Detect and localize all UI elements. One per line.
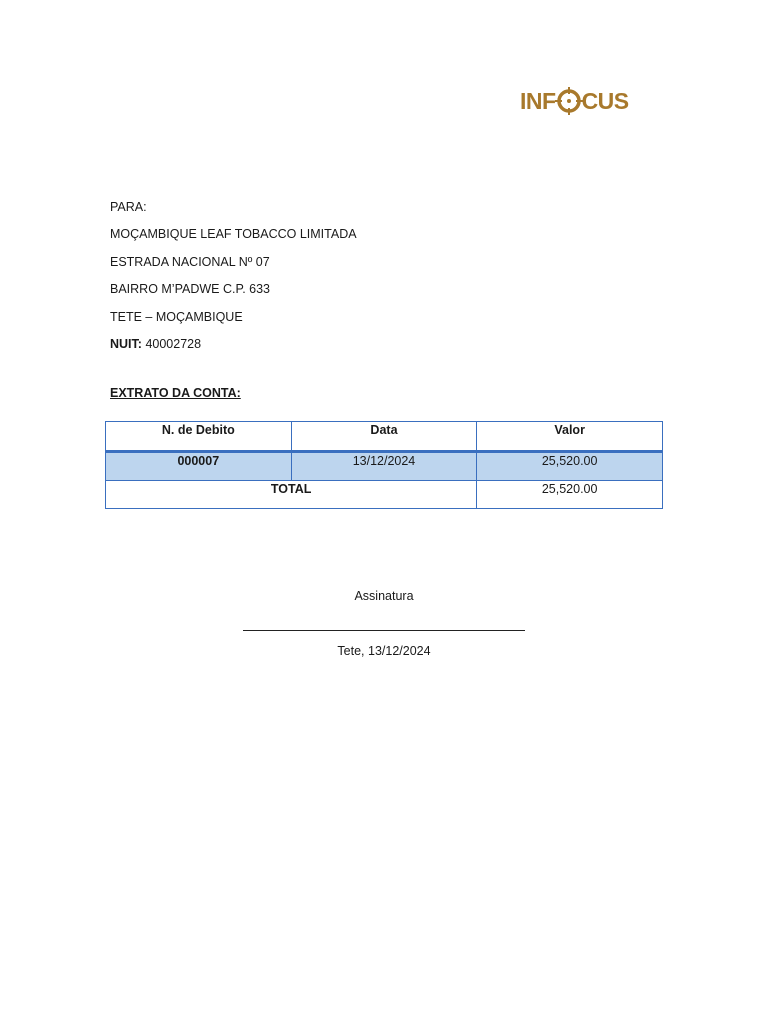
cell-date: 13/12/2024 (291, 452, 477, 481)
table-total-row (106, 481, 663, 509)
total-value: 25,520.00 (477, 481, 663, 509)
recipient-label: PARA: (110, 200, 147, 214)
signature-label: Assinatura (354, 589, 414, 603)
logo-wordmark (520, 86, 629, 116)
crosshair-o-icon (555, 86, 583, 116)
recipient-address (110, 194, 357, 358)
statement-title: EXTRATO DA CONTA: (110, 386, 241, 400)
recipient-company: MOÇAMBIQUE LEAF TOBACCO LIMITADA (110, 227, 357, 242)
place-date: Tete, 13/12/2024 (337, 644, 431, 658)
recipient-district: BAIRRO M’PADWE C.P. 633 (110, 282, 270, 297)
cell-value: 25,520.00 (477, 452, 663, 481)
statement-table (105, 421, 663, 509)
recipient-city: TETE – MOÇAMBIQUE (110, 309, 243, 324)
recipient-street: ESTRADA NACIONAL Nº 07 (110, 254, 270, 269)
logo-text-left: INF (520, 87, 556, 114)
table-row (106, 452, 663, 481)
header-date: Data (291, 422, 477, 452)
cell-debit-no: 000007 (106, 452, 292, 481)
nuit-value: 40002728 (145, 337, 202, 352)
nuit-label: NUIT: (110, 337, 142, 352)
company-logo (520, 84, 650, 118)
header-debit-no: N. de Debito (106, 422, 292, 452)
header-value: Valor (477, 422, 663, 452)
logo-text-right: CUS (581, 87, 629, 114)
recipient-nuit (110, 331, 357, 358)
total-label: TOTAL (106, 481, 477, 509)
table-header-row (106, 422, 663, 452)
signature-line (243, 630, 525, 631)
